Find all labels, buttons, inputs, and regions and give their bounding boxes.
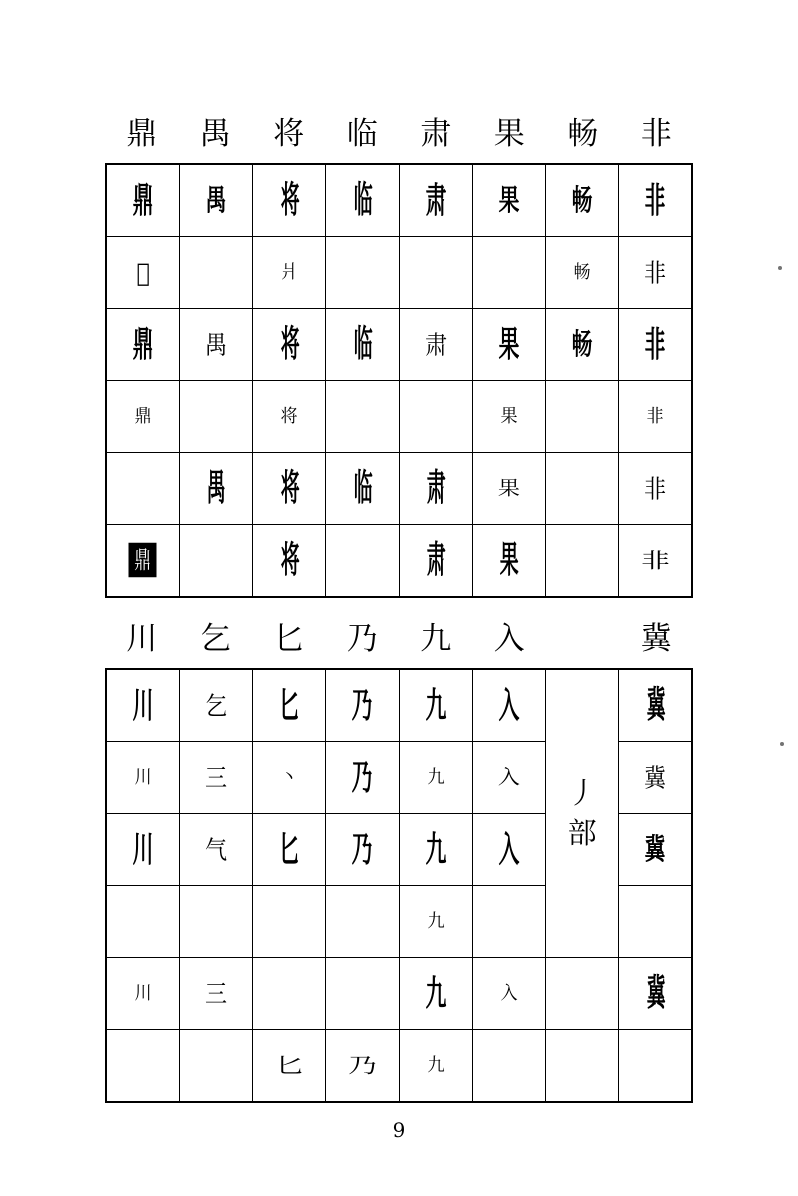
glyph-cell xyxy=(253,164,326,237)
glyph-cell-empty xyxy=(472,237,545,309)
seal-glyph: 将 xyxy=(280,467,298,510)
seal-glyph: 非 xyxy=(644,257,667,288)
page-number: 9 xyxy=(392,1118,406,1142)
glyph-cell-empty xyxy=(326,525,399,598)
seal-glyph: 三 xyxy=(204,762,227,793)
glyph-cell xyxy=(399,886,472,958)
glyph-cell-empty xyxy=(179,237,252,309)
seal-glyph: 临 xyxy=(353,179,372,222)
seal-glyph: 果 xyxy=(500,406,518,427)
glyph-cell-empty xyxy=(546,958,619,1030)
glyph-cell-empty xyxy=(546,1030,619,1103)
table-row xyxy=(106,1030,692,1103)
glyph-cell xyxy=(179,814,252,886)
glyph-cell xyxy=(472,164,545,237)
glyph-cell-empty xyxy=(106,453,179,525)
seal-glyph: 畅 xyxy=(571,327,593,362)
table-1-header-row xyxy=(105,105,693,163)
glyph-cell xyxy=(179,164,252,237)
seal-glyph: 九 xyxy=(425,828,446,870)
glyph-cell xyxy=(546,164,619,237)
seal-glyph: 非 xyxy=(646,406,664,427)
seal-glyph: 入 xyxy=(498,684,520,726)
column-header: 临 xyxy=(346,115,378,152)
column-header: 九 xyxy=(420,620,452,657)
glyph-cell-empty xyxy=(472,886,545,958)
seal-glyph: 鼎 xyxy=(134,406,152,427)
glyph-cell xyxy=(472,525,545,598)
column-header: 禺 xyxy=(199,115,231,152)
glyph-cell xyxy=(253,381,326,453)
seal-glyph: 肃 xyxy=(425,179,446,221)
glyph-cell xyxy=(546,309,619,381)
glyph-cell-empty xyxy=(326,237,399,309)
seal-glyph: 匕 xyxy=(278,828,300,870)
glyph-cell xyxy=(399,1030,472,1103)
column-header: 畅 xyxy=(567,115,599,152)
table-row xyxy=(106,958,692,1030)
seal-glyph: 三 xyxy=(204,978,227,1009)
glyph-cell xyxy=(179,309,252,381)
seal-glyph: 𣇓 xyxy=(136,257,150,288)
table-1-grid xyxy=(105,163,693,598)
glyph-cell xyxy=(472,814,545,886)
table-row xyxy=(106,164,692,237)
seal-glyph: 将 xyxy=(280,179,298,222)
seal-glyph: 入 xyxy=(497,766,520,789)
column-header: 川 xyxy=(126,620,158,657)
seal-glyph: 九 xyxy=(427,911,445,932)
seal-glyph: 将 xyxy=(280,406,298,427)
glyph-cell xyxy=(399,958,472,1030)
glyph-cell-empty xyxy=(106,1030,179,1103)
seal-glyph: 将 xyxy=(280,539,298,582)
glyph-cell xyxy=(399,309,472,381)
glyph-cell-empty xyxy=(546,381,619,453)
glyph-cell xyxy=(619,381,692,453)
glyph-cell xyxy=(106,669,179,742)
glyph-cell-empty xyxy=(179,525,252,598)
glyph-cell xyxy=(253,309,326,381)
column-header: 鼎 xyxy=(126,115,158,152)
seal-glyph: 乃 xyxy=(352,828,373,870)
glyph-cell xyxy=(472,381,545,453)
seal-glyph: 九 xyxy=(427,1055,445,1076)
glyph-cell xyxy=(253,525,326,598)
column-header: 入 xyxy=(493,620,525,657)
seal-glyph: 非 xyxy=(640,548,670,573)
glyph-cell xyxy=(106,381,179,453)
seal-glyph: 临 xyxy=(353,323,372,366)
seal-glyph: 川 xyxy=(134,983,152,1004)
glyph-cell xyxy=(399,453,472,525)
seal-glyph: 爿 xyxy=(280,262,298,283)
seal-glyph: 临 xyxy=(353,467,372,510)
table-2-header-row xyxy=(105,610,693,668)
glyph-cell xyxy=(619,958,692,1030)
seal-glyph: 禺 xyxy=(204,329,227,360)
glyph-cell xyxy=(326,453,399,525)
radical-bu-label: 部 xyxy=(567,815,597,850)
glyph-cell-negative xyxy=(106,525,179,598)
glyph-cell xyxy=(399,742,472,814)
seal-glyph: 川 xyxy=(134,767,152,788)
glyph-cell-empty xyxy=(179,381,252,453)
glyph-cell xyxy=(106,958,179,1030)
seal-glyph: 冀 xyxy=(646,972,664,1015)
column-header: 匕 xyxy=(273,620,305,657)
seal-glyph: 畅 xyxy=(571,183,593,218)
glyph-cell xyxy=(326,742,399,814)
glyph-cell xyxy=(253,958,326,1030)
seal-script-table-2 xyxy=(105,610,693,1103)
seal-glyph: 非 xyxy=(644,179,666,221)
radical-section-cell xyxy=(546,669,619,958)
seal-glyph: 冀 xyxy=(644,832,666,867)
table-row xyxy=(106,237,692,309)
seal-glyph: 果 xyxy=(498,323,520,365)
glyph-cell-empty xyxy=(619,886,692,958)
glyph-cell xyxy=(472,958,545,1030)
scan-speck xyxy=(778,266,782,270)
seal-glyph: 果 xyxy=(500,539,518,582)
seal-glyph: 果 xyxy=(497,477,520,500)
glyph-cell xyxy=(106,164,179,237)
table-row xyxy=(106,453,692,525)
glyph-cell xyxy=(472,453,545,525)
glyph-cell-empty xyxy=(546,525,619,598)
column-header: 果 xyxy=(493,115,525,152)
glyph-cell xyxy=(619,669,692,742)
glyph-cell xyxy=(619,453,692,525)
table-2-grid xyxy=(105,668,693,1103)
seal-glyph: 入 xyxy=(498,828,520,870)
seal-glyph: 肃 xyxy=(424,329,447,360)
glyph-cell xyxy=(619,814,692,886)
table-row xyxy=(106,669,692,742)
column-header: 冀 xyxy=(640,620,672,657)
glyph-cell-empty xyxy=(399,381,472,453)
glyph-cell xyxy=(326,1030,399,1103)
glyph-cell xyxy=(326,164,399,237)
column-header: 非 xyxy=(640,115,672,152)
seal-glyph: 乃 xyxy=(352,756,373,798)
column-header: 乃 xyxy=(346,620,378,657)
column-header: 肃 xyxy=(420,115,452,152)
seal-glyph: 川 xyxy=(132,684,154,726)
glyph-cell xyxy=(326,309,399,381)
seal-glyph: 川 xyxy=(132,828,154,870)
table-row xyxy=(106,381,692,453)
seal-glyph: 鼎 xyxy=(132,179,154,221)
glyph-cell-empty xyxy=(472,1030,545,1103)
seal-glyph: 肃 xyxy=(426,539,445,582)
glyph-cell-empty xyxy=(106,886,179,958)
seal-glyph: 非 xyxy=(644,473,667,504)
seal-script-table-1 xyxy=(105,105,693,598)
seal-glyph: 乃 xyxy=(347,1053,377,1078)
glyph-cell-empty xyxy=(179,886,252,958)
column-header: 将 xyxy=(273,115,305,152)
scan-speck xyxy=(780,742,784,746)
glyph-cell xyxy=(472,742,545,814)
glyph-cell-empty xyxy=(399,237,472,309)
glyph-cell xyxy=(179,958,252,1030)
glyph-cell-empty xyxy=(253,886,326,958)
seal-glyph: 果 xyxy=(498,183,520,218)
seal-glyph: 冀 xyxy=(644,762,667,793)
glyph-cell xyxy=(399,814,472,886)
glyph-cell xyxy=(179,742,252,814)
seal-glyph: 匕 xyxy=(278,684,300,726)
glyph-cell-empty xyxy=(326,886,399,958)
glyph-cell xyxy=(472,309,545,381)
seal-glyph: 将 xyxy=(280,323,298,366)
glyph-cell xyxy=(253,742,326,814)
table-row xyxy=(106,525,692,598)
seal-glyph: 丶 xyxy=(280,767,298,788)
glyph-cell xyxy=(253,237,326,309)
seal-glyph: 畅 xyxy=(573,262,591,283)
glyph-cell xyxy=(106,814,179,886)
glyph-cell xyxy=(179,453,252,525)
glyph-cell xyxy=(619,164,692,237)
glyph-cell xyxy=(253,814,326,886)
table-row xyxy=(106,309,692,381)
seal-glyph: 九 xyxy=(425,972,446,1014)
glyph-cell xyxy=(399,525,472,598)
glyph-cell-empty xyxy=(179,1030,252,1103)
glyph-cell xyxy=(106,237,179,309)
negative-seal-glyph: 鼎 xyxy=(129,543,157,578)
seal-glyph: 九 xyxy=(427,767,445,788)
glyph-cell xyxy=(472,669,545,742)
seal-glyph: 肃 xyxy=(426,467,445,510)
seal-glyph: 禺 xyxy=(205,183,227,218)
radical-symbol: 丿 xyxy=(567,776,597,811)
glyph-cell-empty xyxy=(546,453,619,525)
seal-glyph: 乃 xyxy=(352,684,373,726)
seal-glyph: 匕 xyxy=(274,1053,304,1078)
glyph-cell-empty xyxy=(326,958,399,1030)
glyph-cell xyxy=(619,237,692,309)
seal-glyph: 入 xyxy=(500,983,518,1004)
glyph-cell xyxy=(619,742,692,814)
seal-glyph: 气 xyxy=(204,834,227,865)
glyph-cell xyxy=(106,309,179,381)
glyph-cell xyxy=(253,1030,326,1103)
glyph-cell xyxy=(179,669,252,742)
glyph-cell xyxy=(399,164,472,237)
glyph-cell xyxy=(619,525,692,598)
glyph-cell-empty xyxy=(326,381,399,453)
seal-glyph: 非 xyxy=(644,323,666,365)
seal-glyph: 九 xyxy=(425,684,446,726)
glyph-cell xyxy=(399,669,472,742)
seal-glyph: 乞 xyxy=(204,690,227,721)
glyph-cell xyxy=(326,669,399,742)
glyph-cell xyxy=(106,742,179,814)
glyph-cell xyxy=(546,237,619,309)
column-header: 乞 xyxy=(199,620,231,657)
glyph-cell xyxy=(253,669,326,742)
glyph-cell xyxy=(619,309,692,381)
seal-glyph: 鼎 xyxy=(132,323,154,365)
glyph-cell xyxy=(326,814,399,886)
glyph-cell xyxy=(253,453,326,525)
seal-glyph: 禺 xyxy=(207,467,225,510)
seal-glyph: 冀 xyxy=(646,684,664,727)
